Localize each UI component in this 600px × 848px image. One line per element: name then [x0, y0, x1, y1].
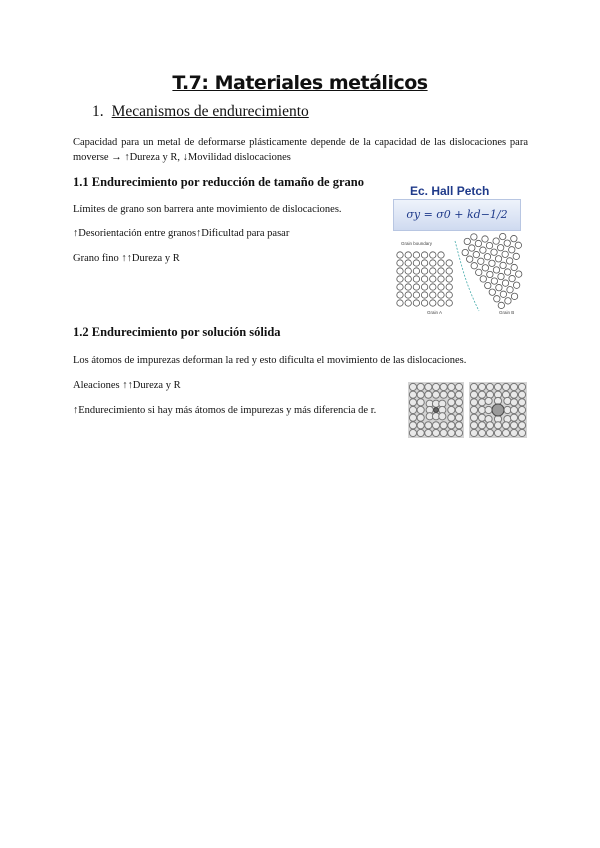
atom [502, 280, 508, 286]
atom [413, 292, 419, 298]
atom [494, 296, 500, 302]
atom [455, 383, 462, 390]
atom [485, 282, 491, 288]
atom [491, 278, 497, 284]
atom [432, 383, 439, 390]
atom [455, 399, 462, 406]
atom [469, 245, 475, 251]
atom [455, 414, 462, 421]
atom [478, 429, 485, 436]
atom [405, 276, 411, 282]
atom [446, 268, 452, 274]
subsection-2-line: Aleaciones ↑↑Dureza y R [73, 380, 181, 391]
atom [486, 383, 493, 390]
subsection-1-line: Grano fino ↑↑Dureza y R [73, 253, 180, 264]
atom [409, 422, 416, 429]
atom [405, 292, 411, 298]
atom [440, 429, 447, 436]
atom [446, 284, 452, 290]
atom [493, 267, 499, 273]
atom [421, 300, 427, 306]
atom [405, 252, 411, 258]
atom [409, 414, 416, 421]
atom [439, 413, 446, 420]
atom [397, 284, 403, 290]
atom [478, 391, 485, 398]
atom [485, 397, 492, 404]
atom [507, 287, 513, 293]
atom [413, 252, 419, 258]
atom [438, 292, 444, 298]
grain-b-atoms [462, 233, 522, 308]
atom [494, 422, 501, 429]
subsection-1-line: ↑Desorientación entre granos↑Dificultad para pasar [73, 228, 290, 239]
atom [425, 422, 432, 429]
atom [430, 260, 436, 266]
intro-paragraph: Capacidad para un metal de deformarse plásticamente depende de la capacidad de las dislocaciones para moverse → ↑Dureza y R, ↓Movilidad dislocaciones [73, 137, 528, 163]
atom [504, 240, 510, 246]
atom [511, 264, 517, 270]
atom [425, 383, 432, 390]
atom [478, 414, 485, 421]
grain-a-label: Grain A [427, 310, 443, 315]
atom [496, 284, 502, 290]
atom [470, 406, 477, 413]
atom [438, 300, 444, 306]
atom [500, 291, 506, 297]
atom [409, 399, 416, 406]
atom [487, 271, 493, 277]
atom [438, 252, 444, 258]
subsection-2-line: Los átomos de impurezas deforman la red y esto dificulta el movimiento de las dislocaciones. [73, 355, 467, 366]
atom [397, 276, 403, 282]
atom [500, 262, 506, 268]
atom [440, 391, 447, 398]
subsection-2-title: 1.2 Endurecimiento por solución sólida [73, 325, 281, 339]
atom [430, 300, 436, 306]
atom [478, 383, 485, 390]
atom [494, 429, 501, 436]
atom [446, 292, 452, 298]
atom [511, 235, 517, 241]
atom [409, 383, 416, 390]
atom [430, 292, 436, 298]
atom [480, 247, 486, 253]
atom [413, 268, 419, 274]
atom [417, 414, 424, 421]
atom [510, 414, 517, 421]
atom [413, 260, 419, 266]
atom [448, 399, 455, 406]
atom [471, 263, 477, 269]
atom [432, 422, 439, 429]
boundary-label: Grain boundary [401, 241, 433, 246]
atom [482, 265, 488, 271]
atom [493, 238, 499, 244]
atom [510, 383, 517, 390]
atom [518, 429, 525, 436]
atom [417, 391, 424, 398]
atom [397, 300, 403, 306]
atom [478, 258, 484, 264]
atom [448, 391, 455, 398]
atom [498, 302, 504, 308]
atom [491, 249, 497, 255]
atom [430, 268, 436, 274]
atom [448, 429, 455, 436]
lattice-small-impurity-figure [408, 382, 464, 438]
atom [438, 284, 444, 290]
atom [486, 422, 493, 429]
atom [470, 383, 477, 390]
atom [405, 268, 411, 274]
atom [504, 397, 511, 404]
atom [434, 408, 439, 413]
atom [486, 429, 493, 436]
atom [440, 383, 447, 390]
atom [440, 422, 447, 429]
atom [482, 236, 488, 242]
atom [417, 429, 424, 436]
atom [470, 429, 477, 436]
grain-b-label: Grain B [499, 310, 515, 315]
atom [486, 242, 492, 248]
atom [397, 292, 403, 298]
section-number: 1. [92, 103, 104, 120]
grain-boundary-figure [393, 233, 523, 317]
atom [425, 391, 432, 398]
atom [516, 271, 522, 277]
atom [476, 269, 482, 275]
atom [397, 260, 403, 266]
subsection-1-line: Límites de grano son barrera ante movimiento de dislocaciones. [73, 204, 342, 215]
atom [409, 391, 416, 398]
atom [471, 234, 477, 240]
hall-petch-title: Ec. Hall Petch [410, 184, 490, 198]
atom [473, 251, 479, 257]
atom [489, 289, 495, 295]
atom [417, 406, 424, 413]
atom [492, 404, 504, 416]
atom [421, 284, 427, 290]
atom [455, 406, 462, 413]
atom [432, 391, 439, 398]
atom [421, 292, 427, 298]
atom [417, 422, 424, 429]
atom [405, 260, 411, 266]
atom [513, 253, 519, 259]
atom [417, 399, 424, 406]
atom [432, 429, 439, 436]
atom [467, 256, 473, 262]
atom [397, 268, 403, 274]
atom [438, 276, 444, 282]
atom [421, 260, 427, 266]
atom [497, 244, 503, 250]
atom [417, 383, 424, 390]
atom [510, 406, 517, 413]
hall-petch-equation: σy = σ0 + kd−1/2 [393, 199, 521, 231]
atom [448, 383, 455, 390]
atom [502, 383, 509, 390]
atom [518, 414, 525, 421]
lattice-large-impurity-figure [469, 382, 527, 438]
atom [421, 276, 427, 282]
atom [470, 391, 477, 398]
atom [413, 284, 419, 290]
atom [480, 276, 486, 282]
atom [438, 260, 444, 266]
atom [448, 422, 455, 429]
atom [510, 399, 517, 406]
section-title: Mecanismos de endurecimiento [111, 103, 309, 120]
atom [502, 422, 509, 429]
section-heading [92, 103, 309, 121]
atom [470, 414, 477, 421]
atom [518, 383, 525, 390]
atom [510, 429, 517, 436]
atom [430, 284, 436, 290]
atom [430, 276, 436, 282]
atom [513, 282, 519, 288]
atom [498, 273, 504, 279]
atom [464, 238, 470, 244]
atom [421, 268, 427, 274]
atom [413, 300, 419, 306]
atom [502, 429, 509, 436]
atom [478, 422, 485, 429]
atom [430, 252, 436, 258]
atom [446, 300, 452, 306]
grain-a-atoms [397, 252, 453, 306]
atom [504, 269, 510, 275]
atom [397, 252, 403, 258]
atom [511, 293, 517, 299]
atom [475, 240, 481, 246]
atom [409, 429, 416, 436]
atom [506, 258, 512, 264]
atom [470, 422, 477, 429]
atom [489, 260, 495, 266]
atom [455, 429, 462, 436]
atom [462, 249, 468, 255]
atom [421, 252, 427, 258]
atom [405, 300, 411, 306]
atom [495, 256, 501, 262]
atom [509, 275, 515, 281]
atom [405, 284, 411, 290]
atom [448, 414, 455, 421]
atom [455, 391, 462, 398]
atom [478, 399, 485, 406]
atom [502, 251, 508, 257]
atom [510, 391, 517, 398]
atom [515, 242, 521, 248]
atom [518, 406, 525, 413]
atom [484, 254, 490, 260]
page-title: T.7: Materiales metálicos [172, 72, 428, 94]
atom [425, 429, 432, 436]
atom [518, 399, 525, 406]
atom [470, 399, 477, 406]
atom [494, 383, 501, 390]
atom [448, 406, 455, 413]
subsection-2-line: ↑Endurecimiento si hay más átomos de impurezas y más diferencia de r. [73, 405, 377, 416]
atom [446, 260, 452, 266]
atom [438, 268, 444, 274]
atom [510, 422, 517, 429]
atom [518, 422, 525, 429]
subsection-1-title: 1.1 Endurecimiento por reducción de tamaño de grano [73, 175, 364, 189]
atom [518, 391, 525, 398]
atom [446, 276, 452, 282]
atom [500, 233, 506, 239]
atom [455, 422, 462, 429]
atom [509, 247, 515, 253]
atom [505, 298, 511, 304]
atom [409, 406, 416, 413]
atom [485, 406, 492, 413]
atom [494, 397, 501, 404]
atom [413, 276, 419, 282]
